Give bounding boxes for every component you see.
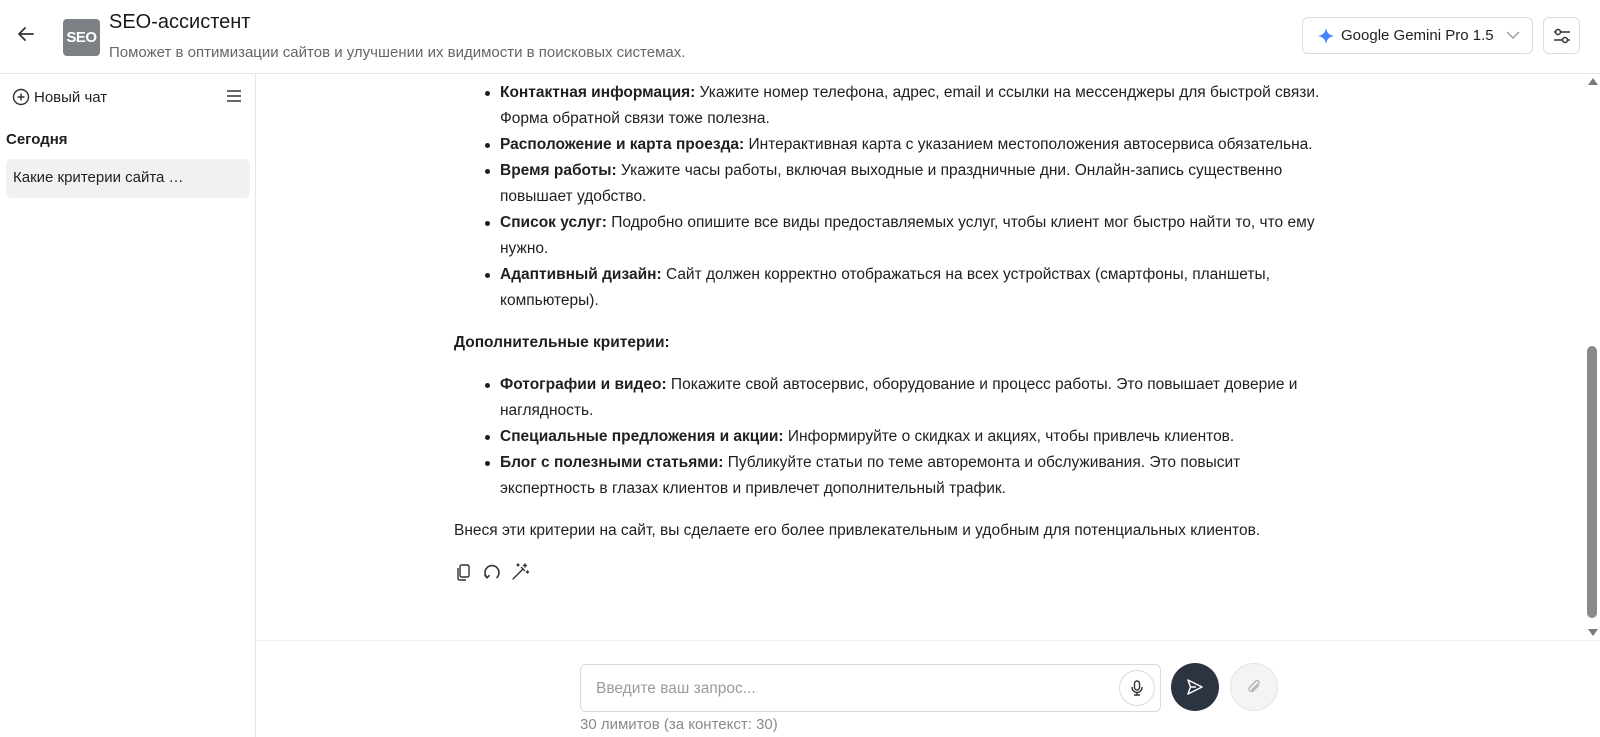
- model-select[interactable]: [1302, 17, 1533, 54]
- page-title: SEO-ассистент: [109, 11, 251, 33]
- list-item-bold: Расположение и карта проезда:: [500, 136, 745, 153]
- list-item-text: Покажите свой автосервис, оборудование и процесс работы. Это повышает доверие и наглядность.: [500, 376, 1298, 419]
- list-item-bold: Фотографии и видео:: [500, 376, 667, 393]
- paperclip-icon: [1244, 677, 1264, 697]
- chevron-down-icon: [1506, 30, 1520, 40]
- microphone-icon: [1128, 679, 1146, 697]
- app-header: [0, 0, 1600, 74]
- gemini-sparkle-icon: [1317, 27, 1335, 45]
- list-item-bold: Список услуг:: [500, 214, 607, 231]
- list-item-text: Информируйте о скидках и акциях, чтобы привлечь клиентов.: [783, 428, 1235, 445]
- chat-content: [256, 74, 1584, 640]
- chat-scrollbar[interactable]: [1584, 74, 1600, 640]
- voice-input-button[interactable]: [1119, 670, 1155, 706]
- attach-button[interactable]: [1230, 663, 1278, 711]
- list-item: [500, 450, 1334, 502]
- settings-button[interactable]: [1543, 17, 1580, 54]
- magic-wand-icon: [510, 562, 530, 582]
- copy-button[interactable]: [454, 562, 474, 582]
- list-item-text: Укажите номер телефона, адрес, email и ссылки на мессенджеры для быстрой связи. Форма обратной связи тоже полезна.: [500, 84, 1320, 127]
- list-item: [500, 262, 1334, 314]
- prompt-input[interactable]: [596, 677, 1096, 701]
- composer: [256, 640, 1600, 737]
- list-item: [500, 132, 1334, 158]
- sliders-icon: [1552, 26, 1572, 46]
- list-item: [500, 424, 1334, 450]
- list-item-bold: Блог с полезными статьями:: [500, 454, 724, 471]
- back-button[interactable]: [14, 22, 38, 46]
- assistant-logo: SEO: [63, 19, 100, 56]
- list-item-text: Подробно опишите все виды предоставляемых услуг, чтобы клиент мог быстро найти то, что ему нужно.: [500, 214, 1315, 257]
- hamburger-menu-icon: [224, 86, 244, 106]
- criteria-list: [454, 80, 1334, 314]
- list-item-bold: Специальные предложения и акции:: [500, 428, 784, 445]
- list-item: [500, 210, 1334, 262]
- extra-criteria-list: [454, 372, 1334, 502]
- list-item-text: Публикуйте статьи по теме авторемонта и обслуживания. Это повысит экспертность в глазах клиентов и привлечет дополнительный трафик.: [500, 454, 1241, 497]
- assistant-message: [454, 80, 1334, 584]
- send-icon: [1185, 677, 1205, 697]
- model-select-value: Google Gemini Pro 1.5: [1341, 27, 1494, 44]
- plus-circle-icon: [12, 88, 30, 106]
- list-item-bold: Адаптивный дизайн:: [500, 266, 662, 283]
- list-item-bold: Контактная информация:: [500, 84, 696, 101]
- prompt-box: [580, 664, 1161, 712]
- scroll-up-arrow-icon[interactable]: [1588, 78, 1598, 85]
- closing-paragraph: Внеся эти критерии на сайт, вы сделаете его более привлекательным и удобным для потенциальных клиентов.: [454, 522, 1261, 539]
- new-chat-button[interactable]: [12, 86, 107, 108]
- section-heading: Дополнительные критерии:: [454, 334, 670, 351]
- limits-counter: 30 лимитов (за контекст: 30): [580, 716, 778, 733]
- scrollbar-thumb[interactable]: [1587, 346, 1597, 618]
- list-item-text: Интерактивная карта с указанием местоположения автосервиса обязательна.: [744, 136, 1313, 153]
- sidebar-section-today: Сегодня: [6, 131, 68, 148]
- copy-icon: [454, 562, 474, 582]
- page-subtitle: Поможет в оптимизации сайтов и улучшении их видимости в поисковых системах.: [109, 44, 686, 61]
- list-item-text: Укажите часы работы, включая выходные и праздничные дни. Онлайн-запись существенно повышает удобство.: [500, 162, 1283, 205]
- regenerate-button[interactable]: [482, 562, 502, 582]
- regenerate-icon: [482, 562, 502, 582]
- list-item-text: Сайт должен корректно отображаться на всех устройствах (смартфоны, планшеты, компьютеры).: [500, 266, 1270, 309]
- send-button[interactable]: [1171, 663, 1219, 711]
- sidebar-chat-item[interactable]: Какие критерии сайта …: [6, 159, 250, 198]
- message-actions: [454, 560, 1334, 584]
- scroll-down-arrow-icon[interactable]: [1588, 629, 1598, 636]
- improve-button[interactable]: [510, 562, 530, 582]
- list-item-bold: Время работы:: [500, 162, 617, 179]
- new-chat-label: Новый чат: [34, 88, 108, 106]
- sidebar: [0, 74, 256, 737]
- list-item: [500, 80, 1334, 132]
- list-item: [500, 372, 1334, 424]
- list-item: [500, 158, 1334, 210]
- sidebar-menu-button[interactable]: [224, 86, 244, 106]
- arrow-left-icon: [14, 22, 38, 46]
